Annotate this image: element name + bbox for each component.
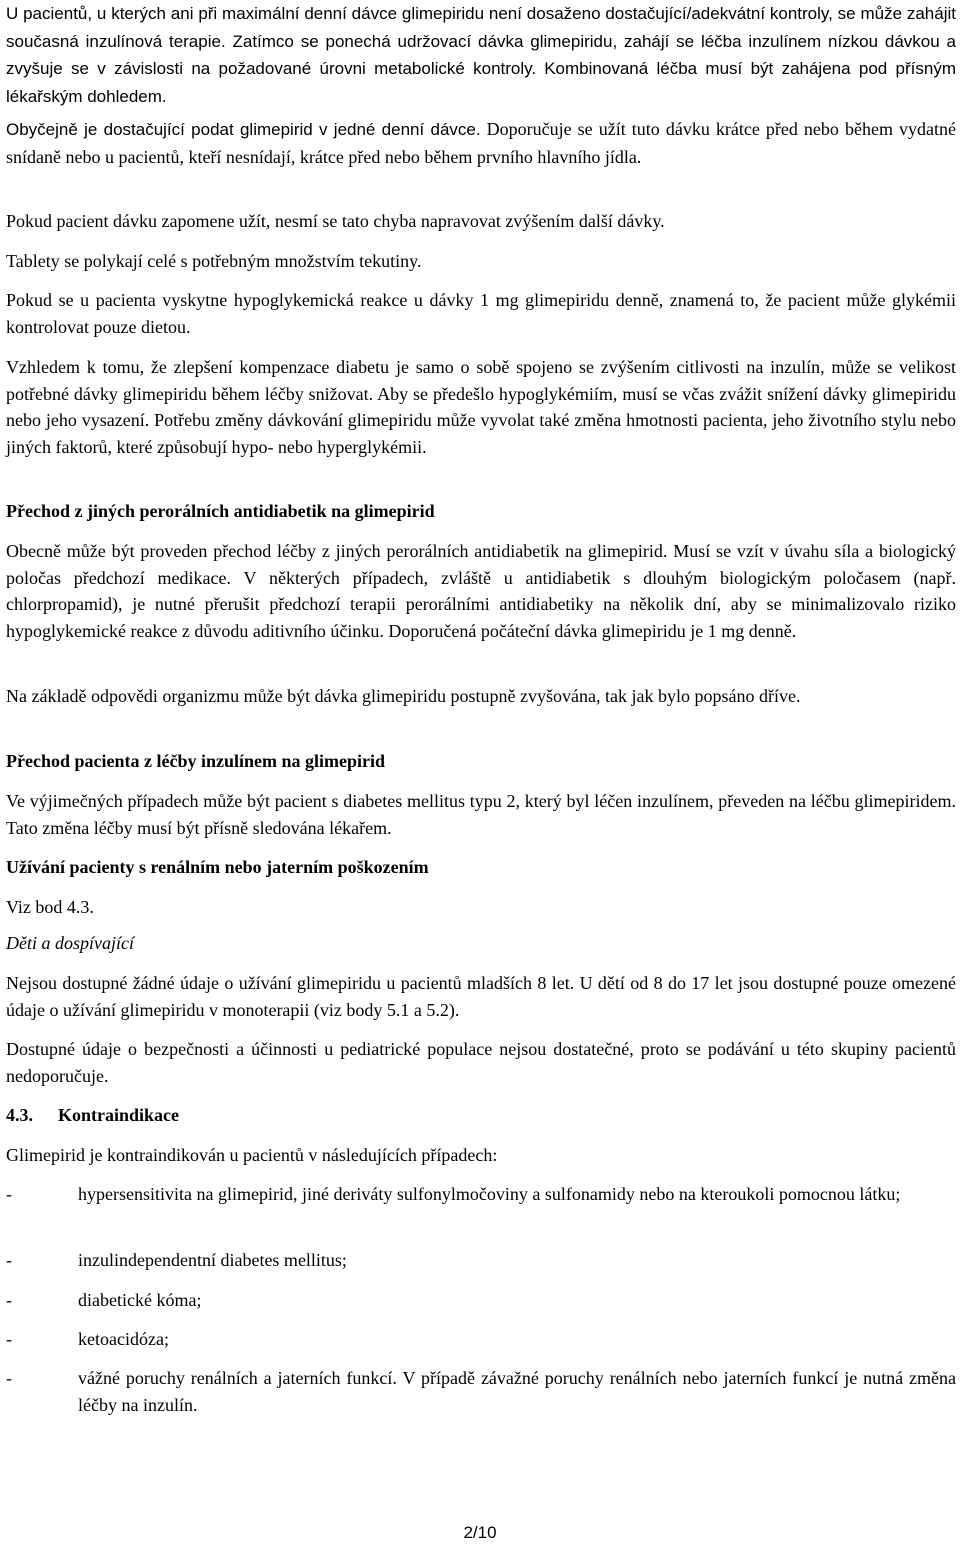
list-item (6, 1247, 956, 1287)
paragraph-oral-switch: Obecně může být proveden přechod léčby z jiných perorálních antidiabetik na glimepirid. Musí se vzít v úvahu síla a biologický poločas předchozí medikace. V některých případech, zvláště u antidiabetik s dlouhým biologickým poločasem (např. chlorpropamid), je nutné přerušit předchozí terapii perorálními antidiabetiky na několik dní, aby se minimalizovalo riziko hypoglykemické reakce z důvodu aditivního účinku. Doporučená počáteční dávka glimepiridu je 1 mg denně. (6, 541, 956, 641)
paragraph-text: Doporučuje se užít tuto dávku krátce před nebo během vydatné snídaně nebo u pacientů, kteří nesnídají, krátce před nebo během prvního hlavního jídla. (6, 119, 957, 167)
heading-oral-switch: Přechod z jiných perorálních antidiabetik na glimepirid (6, 501, 435, 521)
paragraph-dose-adjustment: Vzhledem k tomu, že zlepšení kompenzace diabetu je samo o sobě spojeno se zvýšením citlivosti na inzulín, může se velikost potřebné dávky glimepiridu během léčby snižovat. Aby se předešlo hypoglykémiím, musí se včas zvážit snížení dávky glimepiridu nebo jeho vysazení. Potřebu změny dávkování glimepiridu může vyvolat také změna hmotnosti pacienta, jeho životního stylu nebo jiných faktorů, které způsobují hypo- nebo hyperglykémii. (6, 357, 956, 457)
paragraph-swallow-tablets: Tablety se polykají celé s potřebným množstvím tekutiny. (6, 251, 422, 271)
paragraph-insulin-switch: Ve výjimečných případech může být pacient s diabetes mellitus typu 2, který byl léčen inzulínem, převeden na léčbu glimepiridem. Tato změna léčby musí být přísně sledována lékařem. (6, 791, 956, 838)
heading-insulin-switch: Přechod pacienta z léčby inzulínem na glimepirid (6, 751, 385, 771)
heading-contraindications (6, 1102, 956, 1129)
paragraph-dose-increase: Na základě odpovědi organizmu může být dávka glimepiridu postupně zvyšována, tak jak bylo popsáno dříve. (6, 686, 801, 706)
paragraph-missed-dose: Pokud pacient dávku zapomene užít, nesmí se tato chyba napravovat zvýšením další dávky. (6, 211, 665, 231)
list-item (6, 1287, 956, 1326)
list-item-text: inzulindependentní diabetes mellitus; (78, 1250, 347, 1270)
section-number: 4.3. (6, 1105, 33, 1125)
list-item-text: hypersensitivita na glimepirid, jiné deriváty sulfonylmočoviny a sulfonamidy nebo na kteroukoli pomocnou látku; (78, 1184, 901, 1204)
list-dash: - (6, 1290, 12, 1310)
page-number: 2/10 (463, 1523, 497, 1542)
paragraph-text: Kombinovaná léčba musí být zahájena pod přísným lékařským dohledem. (6, 59, 957, 106)
list-item-text: diabetické kóma; (78, 1290, 202, 1310)
list-item-text: ketoacidóza; (78, 1329, 169, 1349)
paragraph-combined-insulin (6, 0, 956, 110)
list-dash: - (6, 1184, 12, 1204)
section-title: Kontraindikace (58, 1105, 180, 1125)
heading-children: Děti a dospívající (6, 933, 134, 953)
list-dash: - (6, 1329, 12, 1349)
paragraph-text: Obyčejně je dostačující podat glimepirid v jedné denní dávce. (6, 120, 481, 139)
list-item (6, 1181, 956, 1247)
paragraph-daily-dose (6, 116, 956, 170)
list-item (6, 1365, 956, 1418)
list-item (6, 1326, 956, 1365)
contraindications-list (6, 1181, 956, 1418)
paragraph-children-data: Nejsou dostupné žádné údaje o užívání glimepiridu u pacientů mladších 8 let. U dětí od 8 do 17 let jsou dostupné pouze omezené údaje o užívání glimepiridu v monoterapii (viz body 5.1 a 5.2). (6, 973, 956, 1020)
paragraph-see-section: Viz bod 4.3. (6, 897, 94, 917)
list-dash: - (6, 1368, 12, 1388)
paragraph-text: U pacientů, u kterých ani při maximální denní dávce glimepiridu není dosaženo dostačující/adekvátní kontroly, se může zahájit současná inzulínová terapie. Zatímco se ponechá udržovací dávka glimepiridu, zahájí se léčba inzulínem nízkou dávkou a zvyšuje se v závislosti na požadované úrovni metabolické kontroly. (6, 4, 956, 78)
heading-renal-hepatic: Užívání pacienty s renálním nebo jaterním poškozením (6, 857, 429, 877)
paragraph-contraindications-intro: Glimepirid je kontraindikován u pacientů v následujících případech: (6, 1145, 498, 1165)
list-item-text: vážné poruchy renálních a jaterních funkcí. V případě závažné poruchy renálních nebo jaterních funkcí je nutná změna léčby na inzulín. (78, 1368, 956, 1415)
list-dash: - (6, 1250, 12, 1270)
paragraph-hypoglycemia-diet: Pokud se u pacienta vyskytne hypoglykemická reakce u dávky 1 mg glimepiridu denně, znamená to, že pacient může glykémii kontrolovat pouze dietou. (6, 290, 956, 337)
paragraph-pediatric-safety: Dostupné údaje o bezpečnosti a účinnosti u pediatrické populace nejsou dostatečné, proto se podávání u této skupiny pacientů nedoporučuje. (6, 1039, 956, 1086)
